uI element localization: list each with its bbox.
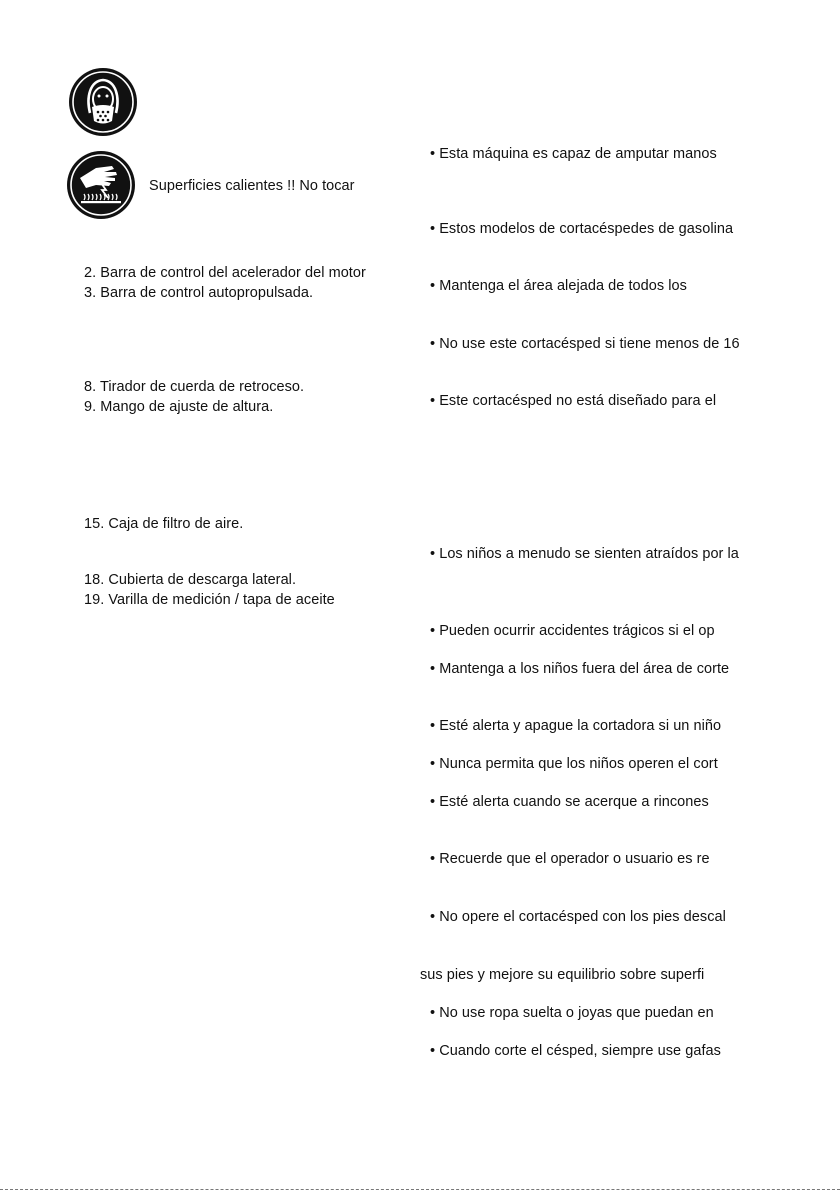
part-item: 8. Tirador de cuerda de retroceso. bbox=[84, 379, 305, 395]
safety-line: • Esta máquina es capaz de amputar manos bbox=[430, 146, 717, 162]
safety-line: • Cuando corte el césped, siempre use gafas bbox=[430, 1043, 721, 1059]
page-bottom-border bbox=[0, 1189, 840, 1191]
safety-line: • Mantenga el área alejada de todos los bbox=[430, 278, 687, 294]
safety-line: • Mantenga a los niños fuera del área de corte bbox=[430, 661, 730, 677]
safety-line: • Nunca permita que los niños operen el cort bbox=[430, 756, 718, 772]
part-item: 2. Barra de control del acelerador del motor bbox=[84, 265, 366, 281]
safety-line: • Estos modelos de cortacéspedes de gasolina bbox=[430, 221, 734, 237]
hot-surface-icon bbox=[66, 150, 136, 220]
safety-line: • Este cortacésped no está diseñado para el bbox=[430, 393, 717, 409]
part-item: 3. Barra de control autopropulsada. bbox=[84, 285, 314, 301]
safety-line: sus pies y mejore su equilibrio sobre superfi bbox=[420, 967, 705, 983]
part-item: 9. Mango de ajuste de altura. bbox=[84, 399, 274, 415]
safety-line: • No opere el cortacésped con los pies descal bbox=[430, 909, 726, 925]
safety-line: • Esté alerta y apague la cortadora si un niño bbox=[430, 718, 722, 734]
part-item: 18. Cubierta de descarga lateral. bbox=[84, 572, 297, 588]
safety-line: • Recuerde que el operador o usuario es re bbox=[430, 851, 710, 867]
safety-line: • No use este cortacésped si tiene menos de 16 bbox=[430, 336, 740, 352]
respirator-mask-icon bbox=[68, 67, 138, 137]
part-item: 15. Caja de filtro de aire. bbox=[84, 516, 244, 532]
safety-line: • Esté alerta cuando se acerque a rincones bbox=[430, 794, 709, 810]
hot-surface-warning: Superficies calientes !! No tocar bbox=[149, 178, 355, 194]
safety-line: • No use ropa suelta o joyas que puedan en bbox=[430, 1005, 714, 1021]
safety-line: • Pueden ocurrir accidentes trágicos si el op bbox=[430, 623, 715, 639]
part-item: 19. Varilla de medición / tapa de aceite bbox=[84, 592, 335, 608]
safety-line: • Los niños a menudo se sienten atraídos por la bbox=[430, 546, 739, 562]
